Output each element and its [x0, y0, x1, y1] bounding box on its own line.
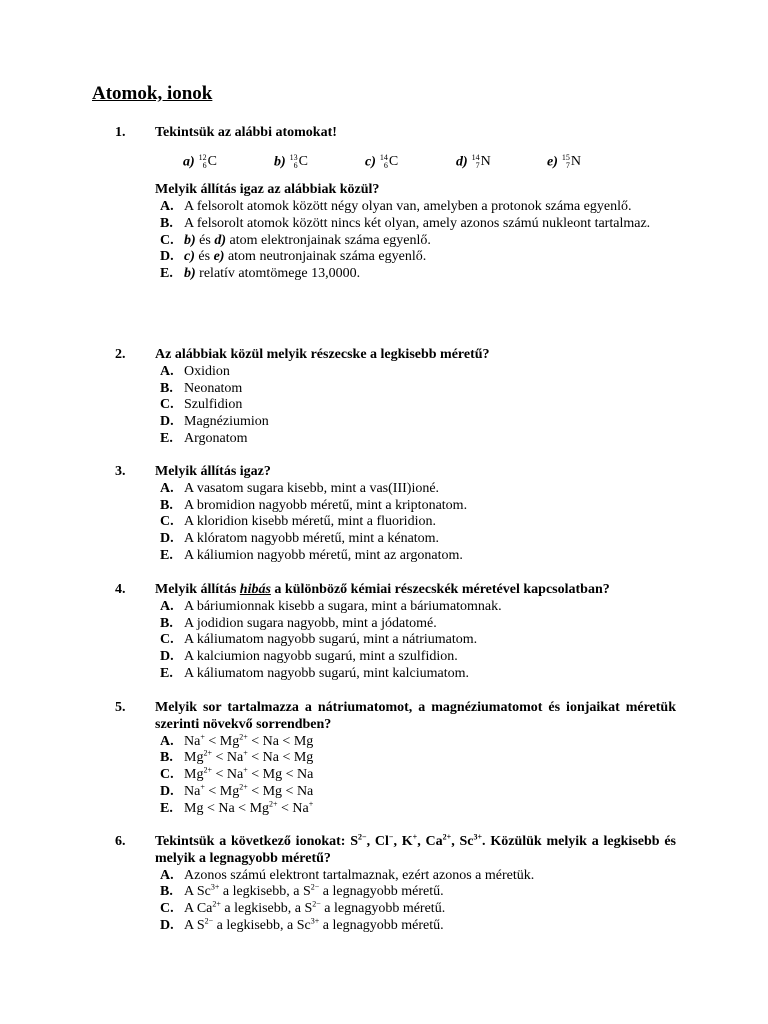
option-a: A. A felsorolt atomok között négy olyan van, amelyben a protonok száma egyenlő. [160, 199, 632, 214]
option-c: C. A káliumatom nagyobb sugarú, mint a nátriumatom. [160, 632, 478, 648]
page-title: Atomok, ionok [92, 83, 213, 104]
question-text: Melyik sor tartalmazza a nátriumatomot, a magnéziumatomot és ionjaikat méretük szerinti növekvő sorrendben? [155, 700, 676, 732]
question-2 [92, 347, 676, 448]
atom-a: a) 12 6 C [183, 153, 218, 171]
question-number: 2. [115, 347, 126, 362]
question-1 [92, 125, 676, 283]
question-number: 5. [115, 700, 126, 715]
option-a: A. $Na^+ < Mg^{2+} < Na < Mg$ [160, 731, 314, 749]
option-b: B. Neonatom [160, 380, 243, 396]
atom-list [183, 154, 676, 171]
option-d: D. A klóratom nagyobb méretű, mint a kénatom. [160, 531, 440, 547]
atom-b: b) 13 6 C [274, 153, 309, 171]
option-a: A. Azonos számú elektront tartalmaznak, ezért azonos a méretük. [160, 867, 535, 883]
atom-c: c) 14 6 C [365, 153, 399, 171]
question-4 [92, 582, 676, 683]
option-d: D. $Na^+ < Mg^{2+} < Mg < Na$ [160, 782, 314, 799]
question-6 [92, 834, 676, 935]
option-b: B. A jodidion sugara nagyobb, mint a jódatomé. [160, 615, 437, 631]
option-a: A. Oxidion [160, 363, 230, 379]
option-c: C. A kloridion kisebb méretű, mint a fluoridion. [160, 514, 436, 530]
option-e: E. A káliumion nagyobb méretű, mint az argonatom. [160, 547, 463, 563]
question-text: Melyik állítás igaz? [155, 464, 271, 479]
option-a: A. A vasatom sugara kisebb, mint a vas(III)ioné. [160, 480, 440, 496]
option-c: C. $Mg^{2+} < Na^+ < Mg < Na$ [160, 765, 314, 783]
option-d: D. Magnéziumion [160, 414, 269, 430]
option-b: B. A felsorolt atomok között nincs két olyan, amely azonos számú nukleont tartalmaz. [160, 215, 651, 231]
question-3 [92, 464, 676, 565]
option-e: E. A káliumatom nagyobb sugarú, mint kalciumatom. [160, 665, 470, 681]
option-a: A. A báriumionnak kisebb a sugara, mint a báriumatomnak. [160, 598, 502, 614]
question-text: Tekintsük az alábbi atomokat! [155, 125, 337, 140]
option-e: E. b) relatív atomtömege 13,0000. [160, 266, 361, 282]
option-b: B. A bromidion nagyobb méretű, mint a kriptonatom. [160, 497, 468, 513]
option-e: E. $Mg < Na < Mg^{2+} < Na^+$ [160, 799, 314, 816]
question-text: Tekintsük a következő ionokat: $S^{2-}$, Cl−, K+, $Ca^{2+}$, $Sc^{3+}$. Közülük melyik a legkisebb és melyik a legnagyobb méretű? [155, 832, 676, 866]
option-d: D. A kalciumion nagyobb sugarú, mint a szulfidion. [160, 649, 458, 665]
atom-d: d) 14 7 N [456, 153, 491, 171]
option-c: C. b) és d) atom elektronjainak száma egyenlő. [160, 232, 431, 248]
question-text: Melyik állítás hibás a különböző kémiai részecskék méretével kapcsolatban? [155, 582, 610, 597]
option-d: D. A $S^{2-}$ a legkisebb, a $Sc^{3+}$ a legnagyobb méretű. [160, 916, 444, 933]
option-b: B. $Mg^{2+} < Na^+ < Na < Mg$ [160, 748, 314, 766]
option-c: C. Szulfidion [160, 397, 243, 413]
option-d: D. c) és e) atom neutronjainak száma egyenlő. [160, 249, 427, 265]
question-number: 1. [115, 125, 126, 140]
question-number: 3. [115, 464, 126, 479]
question-number: 6. [115, 834, 126, 849]
question-number: 4. [115, 582, 126, 597]
question-subtext: Melyik állítás igaz az alábbiak közül? [155, 182, 380, 198]
option-c: C. A $Ca^{2+}$ a legkisebb, a $S^{2-}$ a legnagyobb méretű. [160, 899, 446, 917]
emphasis-hibas: hibás [239, 582, 271, 597]
atom-e: e) 15 7 N [547, 153, 582, 171]
option-e: E. Argonatom [160, 430, 248, 446]
question-5 [92, 700, 676, 818]
option-b: B. A $Sc^{3+}$ a legkisebb, a $S^{2-}$ a legnagyobb méretű. [160, 882, 444, 900]
question-text: Az alábbiak közül melyik részecske a legkisebb méretű? [155, 347, 490, 362]
